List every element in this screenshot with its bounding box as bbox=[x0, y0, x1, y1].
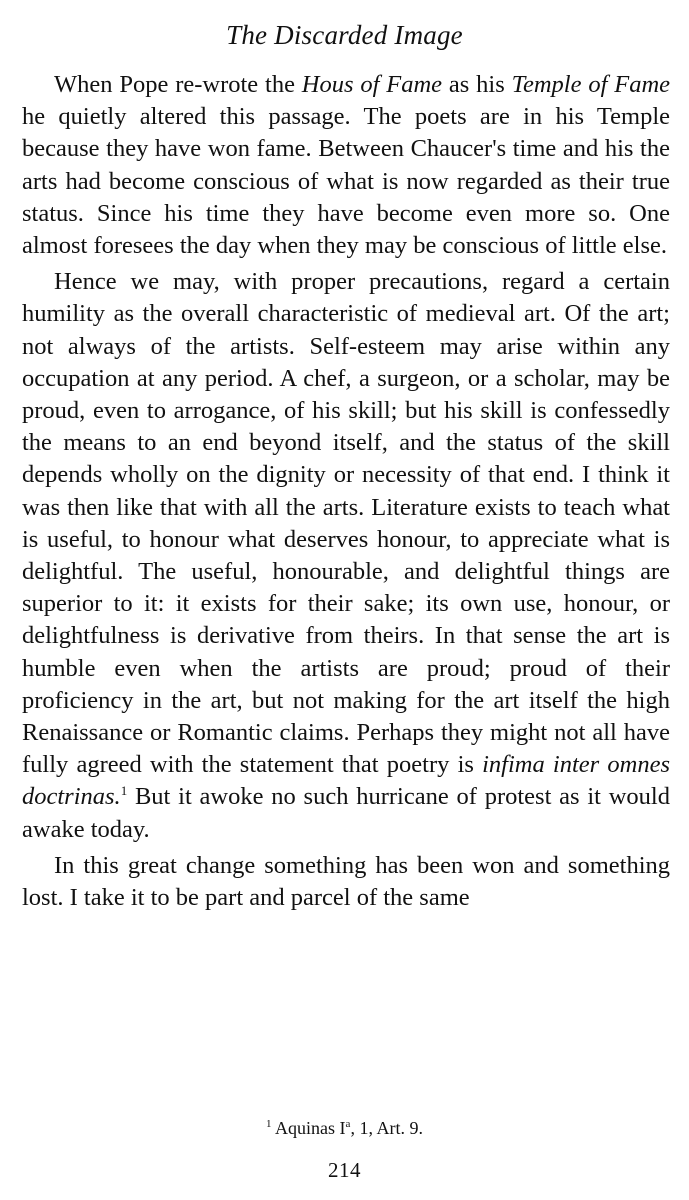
text-run: he quietly altered this passage. The poets are in his Temple because they have won fame. Between Chaucer's time and his the arts had become conscious of what is now regarded as their true status. Since his time they have become even more so. One almost foresees the day when they may be conscious of little else. bbox=[22, 103, 670, 260]
text-run: Hence we may, with proper precautions, regard a certain humility as the overall characteristic of medieval art. Of the art; not always of the artists. Self-esteem may arise within any occupation at any period. A chef, a surgeon, or a scholar, may be proud, even to arrogance, of his skill; but his skill is confessedly the means to an end beyond itself, and the status of the skill depends wholly on the dignity or necessity of that end. I think it was then like that with all the arts. Literature exists to teach what is useful, to honour what deserves honour, to appreciate what is delightful. The useful, honourable, and delightful things are superior to it: it exists for their sake; its own use, honour, or delightfulness is derivative from theirs. In that sense the art is humble even when the artists are proud; proud of their proficiency in the art, but not making for the art itself the high Renaissance or Romantic claims. Perhaps they might not all have fully agreed with the statement that poetry is bbox=[22, 268, 670, 779]
footnote-superscript: a bbox=[345, 1118, 351, 1130]
footnote bbox=[0, 1118, 689, 1139]
italic-text: Hous of Fame bbox=[301, 71, 443, 98]
running-head: The Discarded Image bbox=[226, 20, 463, 50]
text-run: In this great change something has been won and something lost. I take it to be part and parcel of the same bbox=[22, 851, 670, 912]
footnote-text-after: , 1, Art. 9. bbox=[350, 1118, 423, 1138]
text-run: But it awoke no such hurricane of protest as it would awake today. bbox=[22, 783, 670, 843]
page-number: 214 bbox=[328, 1158, 361, 1182]
text-run: as his bbox=[442, 71, 512, 98]
paragraph bbox=[22, 850, 670, 914]
footnote-reference: 1 bbox=[120, 783, 128, 799]
footnote-text-before: Aquinas I bbox=[275, 1118, 346, 1138]
body-text bbox=[22, 69, 670, 914]
text-run: When Pope re-wrote the bbox=[54, 71, 302, 98]
italic-text: infima inter omnes doctrinas. bbox=[22, 751, 670, 811]
italic-text: Temple of Fame bbox=[511, 71, 671, 98]
paragraph bbox=[22, 266, 670, 846]
paragraph bbox=[22, 69, 670, 262]
footnote-marker: 1 bbox=[266, 1118, 272, 1130]
